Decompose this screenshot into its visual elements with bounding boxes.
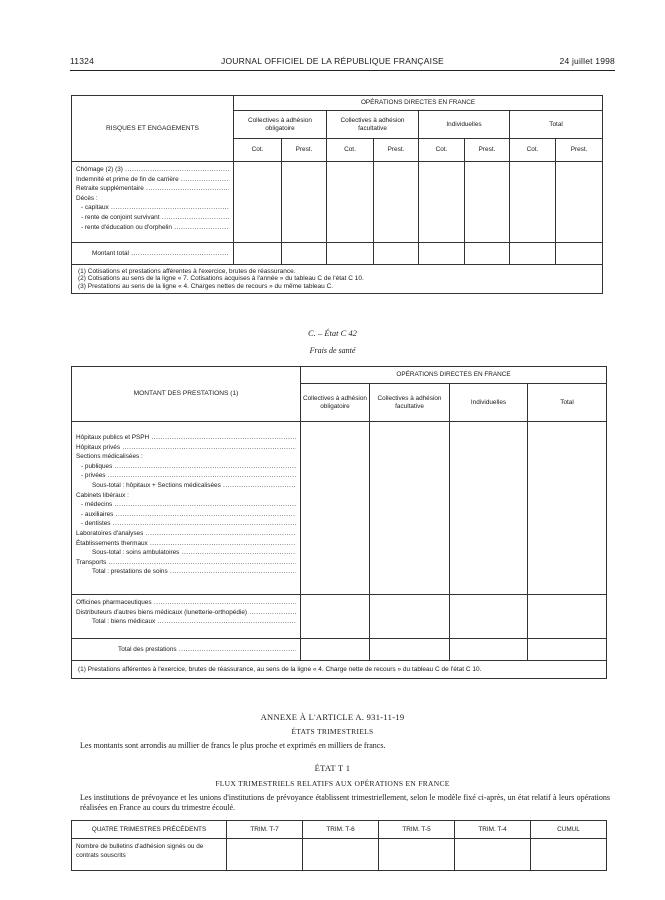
group-header: Total (528, 384, 607, 422)
footnote: (2) Cotisations au sens de la ligne « 7. Cotisations acquises à l'année » du tableau C de l'état C 10. (78, 275, 364, 283)
total-row (72, 639, 301, 661)
cot-header: Cot. (510, 139, 556, 162)
prest-header: Prest. (282, 139, 327, 162)
group-header: Collectives à adhésion obligatoire (234, 111, 327, 139)
publication-date: 24 juillet 1998 (559, 56, 615, 66)
journal-title: JOURNAL OFFICIEL DE LA RÉPUBLIQUE FRANÇAISE (221, 56, 444, 66)
prest-header: Prest. (374, 139, 419, 162)
group-header: Total (510, 111, 603, 139)
row-label: Distributeurs d'autres biens médicaux (lunetterie-orthopédie) ..... (76, 608, 296, 618)
etat-text: Les institutions de prévoyance et les unions d'institutions de prévoyance établissent trimestriellement, selon le modèle fixé ci-après, un état relatif à leurs opérations réalisées en France au cours du trimestre écoulé. (80, 793, 610, 812)
row-label: Cabinets libéraux : (76, 491, 129, 499)
row-label: Nombre de bulletins d'adhésion signés ou de contrats souscrits (72, 839, 227, 871)
goods-row-labels (72, 595, 301, 639)
row-label: Décès : (76, 194, 98, 202)
section-title: C. – État C 42 (308, 328, 357, 338)
row-label: - auxiliaires ..... (76, 510, 296, 520)
cot-header: Cot. (234, 139, 282, 162)
etat-title: ÉTAT T 1 (314, 763, 351, 773)
cot-header: Cot. (419, 139, 465, 162)
row-label: Sous-total : soins ambulatoires ..... (76, 548, 296, 558)
row-label: Hôpitaux privés ..... (76, 443, 296, 453)
row-label: Hôpitaux publics et PSPH ..... (76, 433, 296, 443)
annexe-subtitle: ÉTATS TRIMESTRIELS (291, 727, 374, 736)
total-row (72, 243, 234, 265)
montant-header: MONTANT DES PRESTATIONS (1) (72, 367, 301, 422)
etat-heading: FLUX TRIMESTRIELS RELATIFS AUX OPÉRATIONS EN FRANCE (215, 779, 450, 788)
footnote: (1) Prestations afférentes à l'exercice, brutes de réassurance, au sens de la ligne « 4. Charge nette de recours » du tableau C de l'état C 10. (72, 661, 607, 679)
header-rule (70, 70, 615, 71)
row-label: Total : prestations de soins ..... (76, 567, 296, 577)
row-label: Chômage (2) (3) ..... (76, 165, 229, 175)
group-header: Collectives à adhésion facultative (327, 111, 419, 139)
row-label: - médecins ..... (76, 500, 296, 510)
row-label: Laboratoires d'analyses ..... (76, 529, 296, 539)
row-label: - rente d'éducation ou d'orphelin ..... (76, 223, 229, 233)
footnote: (3) Prestations au sens de la ligne « 4. Charges nettes de recours » du même tableau C. (78, 282, 334, 290)
row-label: - privées ..... (76, 471, 296, 481)
care-row-labels (72, 422, 301, 595)
group-header: Individuelles (419, 111, 510, 139)
row-label: Sections médicalisées : (76, 453, 143, 461)
risks-header: RISQUES ET ENGAGEMENTS (72, 96, 234, 162)
health-costs-table (71, 366, 607, 679)
page-number: 11324 (70, 56, 95, 66)
row-label: Transports ..... (76, 558, 296, 568)
col-header: TRIM. T-4 (455, 821, 531, 839)
row-label: Indemnité et prime de fin de carrière ..... (76, 175, 229, 185)
row-label: Établissements thermaux ..... (76, 539, 296, 549)
risk-row-labels (72, 162, 234, 243)
col-header: TRIM. T-7 (227, 821, 303, 839)
group-header: Collectives à adhésion facultative (370, 384, 450, 422)
cot-header: Cot. (327, 139, 374, 162)
row-label: Officines pharmaceutiques ..... (76, 598, 296, 608)
prest-header: Prest. (556, 139, 603, 162)
annexe-text: Les montants sont arrondis au millier de francs le plus proche et exprimés en milliers de francs. (80, 741, 386, 750)
row-label: Retraite supplémentaire ..... (76, 184, 229, 194)
col-header: TRIM. T-5 (379, 821, 455, 839)
group-header: Individuelles (450, 384, 528, 422)
row-label: - rente de conjoint survivant ..... (76, 213, 229, 223)
total-label: Total des prestations ..... (76, 645, 296, 655)
ops-header: OPÉRATIONS DIRECTES EN FRANCE (234, 96, 603, 111)
col-header: CUMUL (531, 821, 607, 839)
ops-header: OPÉRATIONS DIRECTES EN FRANCE (301, 367, 607, 384)
quarterly-table (71, 820, 607, 871)
row-label: - publiques ..... (76, 462, 296, 472)
group-header: Collectives à adhésion obligatoire (301, 384, 370, 422)
footnotes (72, 265, 603, 294)
footnote: (1) Cotisations et prestations afférentes à l'exercice, brutes de réassurance. (78, 268, 296, 275)
section-subtitle: Frais de santé (309, 346, 356, 355)
row-label: Total : biens médicaux ..... (76, 617, 296, 627)
annexe-title: ANNEXE À L'ARTICLE A. 931-11-19 (260, 712, 405, 722)
risks-table (71, 95, 603, 294)
total-label: Montant total ..... (76, 249, 229, 259)
prest-header: Prest. (465, 139, 510, 162)
row-label: Sous-total : hôpitaux + Sections médicalisées ..... (76, 481, 296, 491)
col-header: TRIM. T-6 (303, 821, 379, 839)
col-header: QUATRE TRIMESTRES PRÉCÉDENTS (72, 821, 227, 839)
row-label: - dentistes ..... (76, 519, 296, 529)
row-label: - capitaux ..... (76, 203, 229, 213)
